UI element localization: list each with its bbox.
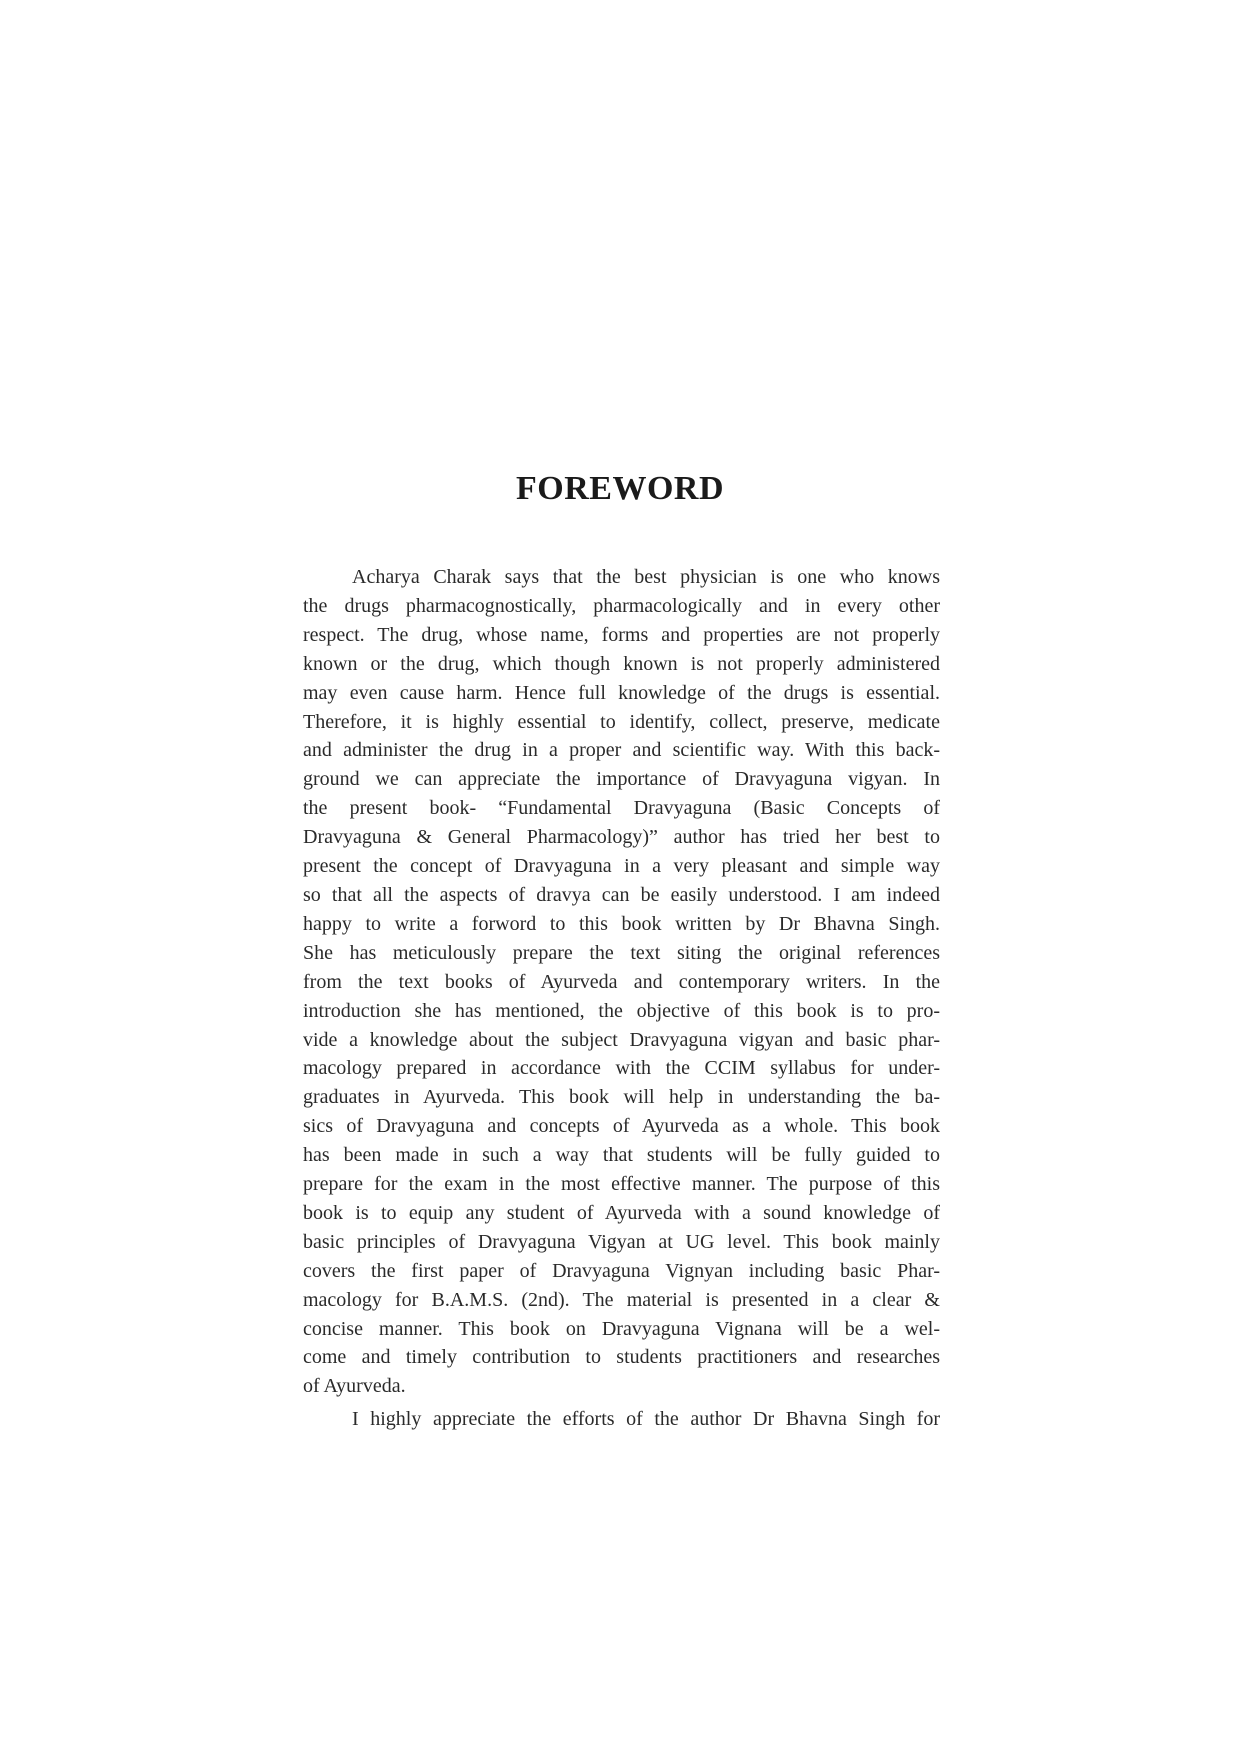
text-line: prepare for the exam in the most effective manner. The purpose of this <box>303 1173 940 1196</box>
text-line: come and timely contribution to students practitioners and researches <box>303 1346 940 1369</box>
text-line: has been made in such a way that students will be fully guided to <box>303 1144 940 1167</box>
text-line: so that all the aspects of dravya can be easily understood. I am indeed <box>303 883 940 906</box>
foreword-body <box>303 563 940 1434</box>
text-line: happy to write a forword to this book written by Dr Bhavna Singh. <box>303 912 940 935</box>
text-line: concise manner. This book on Dravyaguna Vignana will be a wel- <box>303 1317 940 1340</box>
text-line: She has meticulously prepare the text siting the original references <box>303 941 940 964</box>
text-line: of Ayurveda. <box>303 1375 406 1398</box>
text-line: book is to equip any student of Ayurveda with a sound knowledge of <box>303 1201 940 1224</box>
text-line: the drugs pharmacognostically, pharmacologically and in every other <box>303 594 940 617</box>
text-line: and administer the drug in a proper and scientific way. With this back- <box>303 739 940 762</box>
text-line: ground we can appreciate the importance of Dravyaguna vigyan. In <box>303 768 940 791</box>
text-line: from the text books of Ayurveda and contemporary writers. In the <box>303 970 940 993</box>
text-line: macology prepared in accordance with the CCIM syllabus for under- <box>303 1057 940 1080</box>
text-line: I highly appreciate the efforts of the author Dr Bhavna Singh for <box>352 1408 940 1431</box>
text-line: respect. The drug, whose name, forms and properties are not properly <box>303 623 940 646</box>
text-line: introduction she has mentioned, the objective of this book is to pro- <box>303 999 940 1022</box>
text-line: may even cause harm. Hence full knowledge of the drugs is essential. <box>303 681 940 704</box>
text-line: the present book- “Fundamental Dravyaguna (Basic Concepts of <box>303 797 940 820</box>
text-line: sics of Dravyaguna and concepts of Ayurveda as a whole. This book <box>303 1115 940 1138</box>
text-line: macology for B.A.M.S. (2nd). The material is presented in a clear & <box>303 1288 940 1311</box>
text-line: Dravyaguna & General Pharmacology)” author has tried her best to <box>303 826 940 849</box>
text-line: known or the drug, which though known is not properly administered <box>303 652 940 675</box>
text-line: graduates in Ayurveda. This book will help in understanding the ba- <box>303 1086 940 1109</box>
text-line: Therefore, it is highly essential to identify, collect, preserve, medicate <box>303 710 940 733</box>
text-line: covers the first paper of Dravyaguna Vignyan including basic Phar- <box>303 1259 940 1282</box>
text-line: basic principles of Dravyaguna Vigyan at UG level. This book mainly <box>303 1230 940 1253</box>
text-line: Acharya Charak says that the best physician is one who knows <box>352 566 940 588</box>
text-line: vide a knowledge about the subject Dravyaguna vigyan and basic phar- <box>303 1028 940 1051</box>
text-line: present the concept of Dravyaguna in a very pleasant and simple way <box>303 855 940 878</box>
page-title: FOREWORD <box>516 470 724 507</box>
